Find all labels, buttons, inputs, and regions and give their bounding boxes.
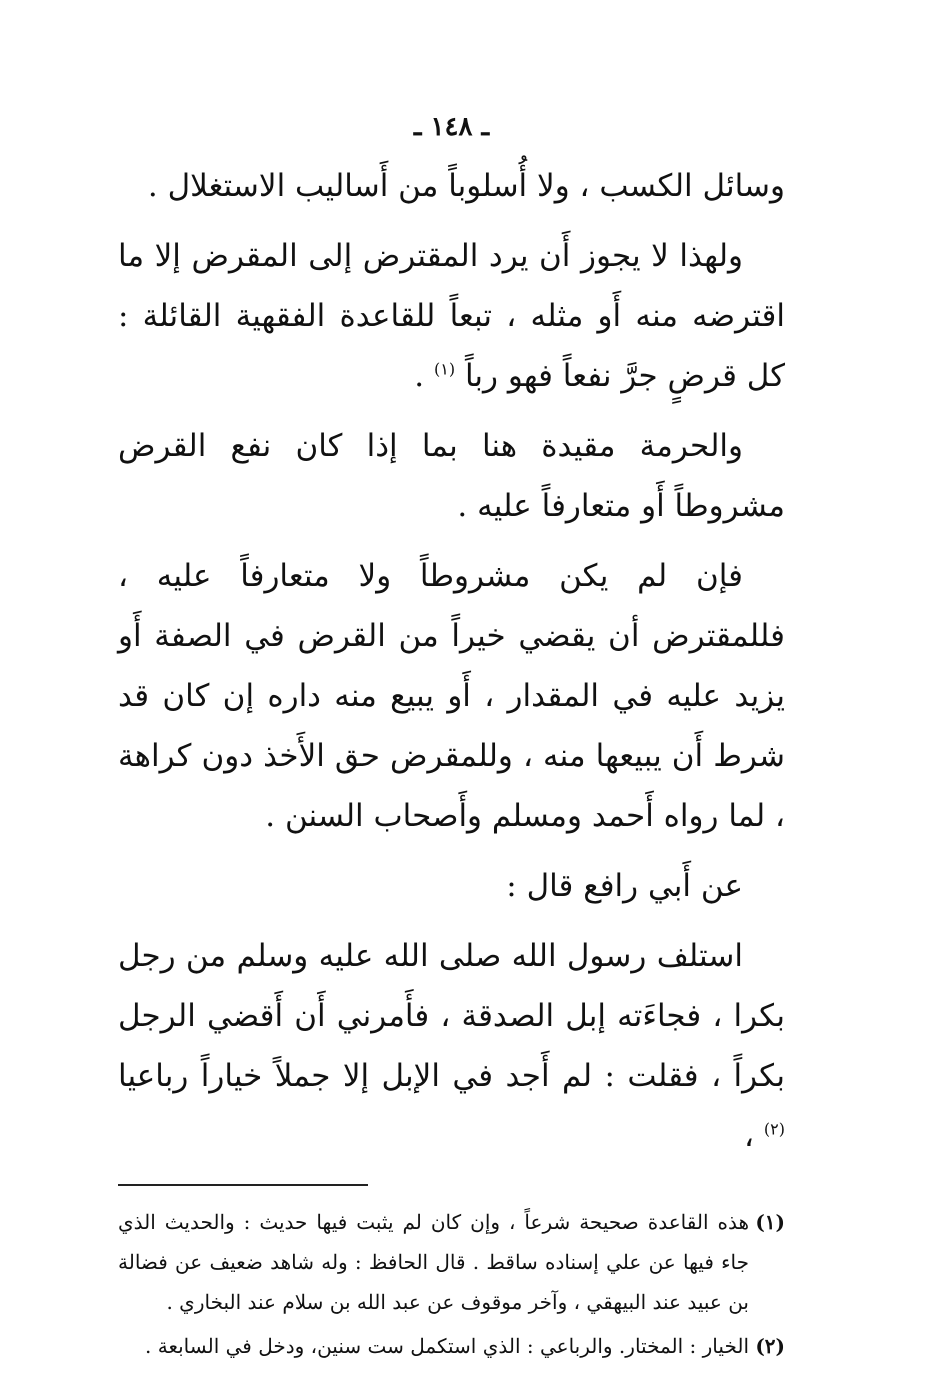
footnote-text: الخيار : المختار. والرباعي : الذي استكمل ست سنين، ودخل في السابعة .: [145, 1334, 749, 1358]
footnote-ref-1[interactable]: (١): [433, 359, 456, 379]
footnote-ref-2[interactable]: (٢): [763, 1119, 785, 1139]
paragraph-6: [118, 926, 785, 1166]
footnotes: [118, 1202, 785, 1366]
paragraph-1: وسائل الكسب ، ولا أُسلوباً من أَساليب الاستغلال .: [147, 168, 785, 204]
paragraph-6-text: استلف رسول الله صلى الله عليه وسلم من رجل بكرا ، فجاءَته إبل الصدقة ، فأَمرني أَن أَقضي الرجل بكراً ، فقلت : لم أَجد في الإبل إلا جملاً خياراً رباعيا: [118, 938, 785, 1094]
paragraph-2: [118, 226, 785, 406]
paragraph-2-tail: .: [414, 358, 434, 394]
footnote-number: (١): [755, 1210, 785, 1234]
footnote-1: [118, 1202, 785, 1322]
footnote-2: [118, 1326, 785, 1366]
body-text: [118, 156, 785, 1166]
page-number: ـ ١٤٨ ـ: [413, 112, 490, 142]
paragraph-2-text: ولهذا لا يجوز أَن يرد المقترض إلى المقرض إلا ما اقترضه منه أَو مثله ، تبعاً للقاعدة الفقهية القائلة : كل قرضٍ جرَّ نفعاً فهو رباً: [118, 238, 785, 394]
footnote-text: هذه القاعدة صحيحة شرعاً ، وإن كان لم يثبت فيها حديث : والحديث الذي جاء فيها عن علي إسناده ساقط . قال الحافظ : وله شاهد ضعيف عن فضالة بن عبيد عند البيهقي ، وآخر موقوف عن عبد الله بن سلام عند البخاري .: [118, 1210, 749, 1314]
paragraph-5: عن أَبي رافع قال :: [506, 868, 743, 904]
paragraph-6-tail: ،: [744, 1118, 764, 1154]
paragraph-3: والحرمة مقيدة هنا بما إذا كان نفع القرض مشروطاً أَو متعارفاً عليه .: [118, 428, 785, 524]
footnote-number: (٢): [755, 1334, 785, 1358]
footnote-divider: [118, 1184, 368, 1186]
paragraph-4: فإن لم يكن مشروطاً ولا متعارفاً عليه ، فللمقترض أن يقضي خيراً من القرض في الصفة أَو يزيد عليه في المقدار ، أَو يبيع منه داره إن كان قد شرط أَن يبيعها منه ، وللمقرض حق الأَخذ دون كراهة ، لما رواه أَحمد ومسلم وأَصحاب السنن .: [118, 558, 785, 834]
